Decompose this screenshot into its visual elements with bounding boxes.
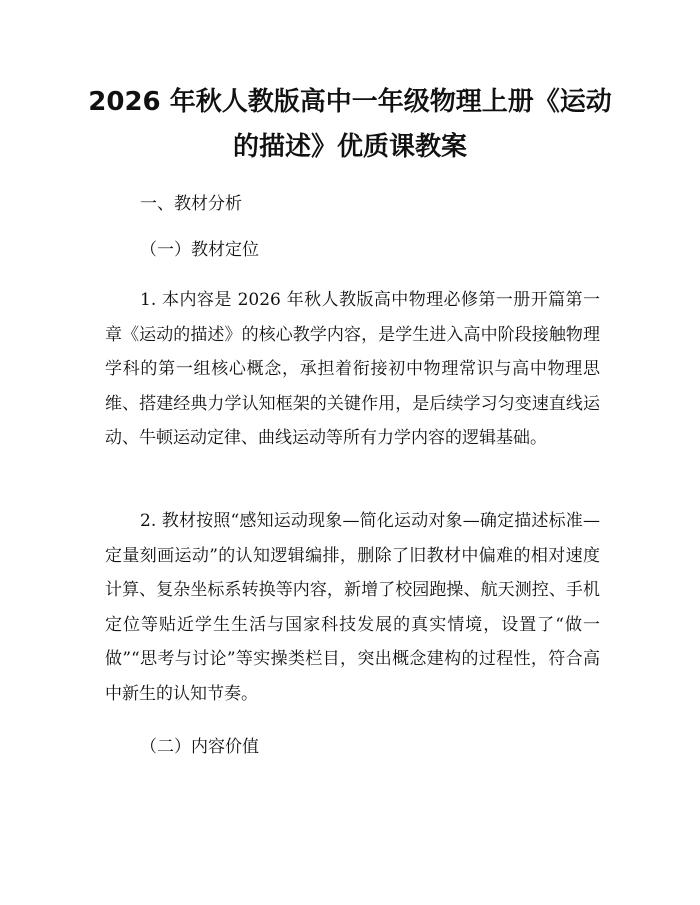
paragraph-1: 1. 本内容是 2026 年秋人教版高中物理必修第一册开篇第一章《运动的描述》的核心教学内容，是学生进入高中阶段接触物理学科的第一组核心概念，承担着衔接初中物理常识与高中物理思维、搭建经典力学认知框架的关键作用，是后续学习匀变速直线运动、牛顿运动定律、曲线运动等所有力学内容的逻辑基础。 bbox=[105, 290, 600, 448]
paragraph-2: 2. 教材按照“感知运动现象—简化运动对象—确定描述标准—定量刻画运动”的认知逻辑编排，删除了旧教材中偏难的相对速度计算、复杂坐标系转换等内容，新增了校园跑操、航天测控、手机定位等贴近学生生活与国家科技发展的真实情境，设置了“做一做”“思考与讨论”等实操类栏目，突出概念建构的过程性，符合高中新生的认知节奏。 bbox=[105, 511, 600, 704]
subsection-heading-content-value: （二）内容价值 bbox=[140, 737, 259, 757]
document-title-line-1: 2026 年秋人教版高中一年级物理上册《运动 bbox=[88, 87, 612, 117]
section-heading-textbook-analysis: 一、教材分析 bbox=[140, 194, 242, 214]
document-title-line-2: 的描述》优质课教案 bbox=[232, 132, 467, 162]
subsection-heading-textbook-positioning: （一）教材定位 bbox=[140, 240, 259, 260]
